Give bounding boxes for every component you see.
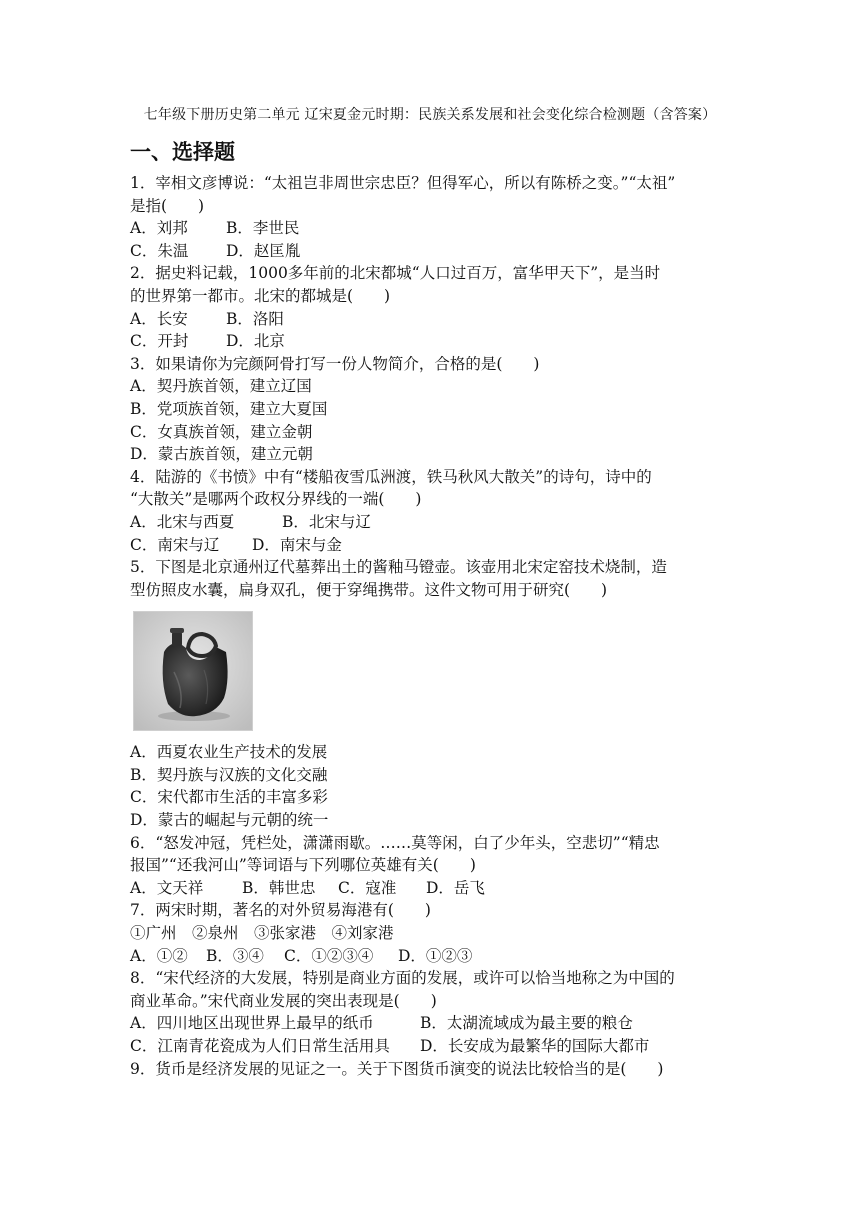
question-7-option-c[interactable]: C．①②③④ [284,946,374,965]
question-2-options-row-1 [130,308,730,331]
question-4-options-row-2 [130,534,730,557]
question-5-option-c[interactable]: C．宋代都市生活的丰富多彩 [130,788,328,807]
question-6-text-line-2: 报国”“还我河山”等词语与下列哪位英雄有关( ) [130,856,476,875]
section-heading: 一、选择题 [130,140,235,164]
question-1-option-c[interactable]: C．朱温 [130,241,189,260]
question-1 [130,172,730,262]
question-4-option-c[interactable]: C．南宋与辽 [130,535,220,554]
question-3-text-line-1: 3．如果请你为完颜阿骨打写一份人物简介，合格的是( ) [130,354,540,373]
question-2-option-a[interactable]: A．长安 [130,309,188,328]
question-2-option-b[interactable]: B．洛阳 [226,309,284,328]
question-8-text-line-2: 商业革命。”宋代商业发展的突出表现是( ) [130,991,437,1010]
question-7-options-row [130,945,730,968]
question-7-option-b[interactable]: B．③④ [206,946,264,965]
stirrup-flask-image [134,612,252,730]
question-list [130,172,730,1080]
question-8-options-row-1 [130,1012,730,1035]
document-title: 七年级下册历史第二单元 辽宋夏金元时期：民族关系发展和社会变化综合检测题（含答案） [143,107,717,123]
question-2-options-row-2 [130,330,730,353]
question-3-option-b[interactable]: B．党项族首领，建立大夏国 [130,399,328,418]
question-9-text-line-1: 9．货币是经济发展的见证之一。关于下图货币演变的说法比较恰当的是( ) [130,1059,664,1078]
question-7-items: ①广州 ②泉州 ③张家港 ④刘家港 [130,924,394,943]
question-2-option-c[interactable]: C．开封 [130,332,189,351]
question-6 [130,832,730,900]
question-3 [130,353,730,466]
question-8-options-row-2 [130,1035,730,1058]
question-1-text-line-2: 是指( ) [130,196,205,215]
question-7 [130,899,730,967]
question-8-option-d[interactable]: D．长安成为最繁华的国际大都市 [420,1037,650,1055]
question-4-option-b[interactable]: B．北宋与辽 [282,512,371,531]
question-6-option-c[interactable]: C．寇准 [338,878,397,897]
artifact-photo-container [130,601,730,741]
question-5-text-line-1: 5．下图是北京通州辽代墓葬出土的酱釉马镫壶。该壶用北宋定窑技术烧制，造 [130,558,667,577]
question-4-text-line-1: 4．陆游的《书愤》中有“楼船夜雪瓜洲渡，铁马秋风大散关”的诗句，诗中的 [130,467,652,486]
question-6-option-b[interactable]: B．韩世忠 [242,878,316,897]
question-5-option-b[interactable]: B．契丹族与汉族的文化交融 [130,765,328,784]
question-5-option-d[interactable]: D．蒙古的崛起与元朝的统一 [130,811,329,830]
question-4-options-row-1 [130,511,730,534]
question-1-options-row-2 [130,240,730,263]
question-4-option-a[interactable]: A．北宋与西夏 [130,512,235,531]
question-2-text-line-2: 的世界第一都市。北宋的都城是( ) [130,286,391,305]
question-8-text-line-1: 8．“宋代经济的大发展，特别是商业方面的发展，或许可以恰当地称之为中国的 [130,969,675,988]
question-7-text-line-1: 7．两宋时期，著名的对外贸易海港有( ) [130,901,431,920]
question-1-option-b[interactable]: B．李世民 [226,219,300,238]
question-5 [130,556,730,832]
question-2 [130,262,730,352]
question-7-option-d[interactable]: D．①②③ [398,946,473,965]
question-1-option-d[interactable]: D．赵匡胤 [226,241,301,260]
question-9 [130,1058,730,1081]
question-6-option-d[interactable]: D．岳飞 [426,878,485,897]
question-7-option-a[interactable]: A．①② [130,946,188,965]
question-1-text-line-1: 1．宰相文彦博说：“太祖岂非周世宗忠臣？但得军心，所以有陈桥之变。”“太祖” [130,174,676,192]
question-3-option-d[interactable]: D．蒙古族首领，建立元朝 [130,445,313,464]
question-4 [130,466,730,556]
question-6-options-row [130,877,730,900]
question-2-option-d[interactable]: D．北京 [226,332,285,351]
question-4-text-line-2: “大散关”是哪两个政权分界线的一端( ) [130,490,422,509]
question-5-text-line-2: 型仿照皮水囊，扁身双孔，便于穿绳携带。这件文物可用于研究( ) [130,580,608,599]
question-6-option-a[interactable]: A．文天祥 [130,878,204,897]
question-8-option-c[interactable]: C．江南青花瓷成为人们日常生活用具 [130,1037,390,1055]
question-3-option-c[interactable]: C．女真族首领，建立金朝 [130,422,313,441]
question-4-option-d[interactable]: D．南宋与金 [252,535,342,554]
question-8-option-a[interactable]: A．四川地区出现世界上最早的纸币 [130,1014,374,1033]
question-6-text-line-1: 6．“怒发冲冠，凭栏处，潇潇雨歇。……莫等闲，白了少年头，空悲切”“精忠 [130,833,660,852]
question-3-option-a[interactable]: A．契丹族首领，建立辽国 [130,377,312,396]
question-5-option-a[interactable]: A．西夏农业生产技术的发展 [130,743,328,762]
question-8 [130,967,730,1057]
stirrup-flask-photo [133,611,253,731]
question-8-option-b[interactable]: B．太湖流域成为最主要的粮仓 [420,1014,633,1033]
question-1-options-row-1 [130,217,730,240]
question-2-text-line-1: 2．据史料记载，1000多年前的北宋都城“人口过百万，富华甲天下”，是当时 [130,264,661,283]
question-1-option-a[interactable]: A．刘邦 [130,219,188,238]
